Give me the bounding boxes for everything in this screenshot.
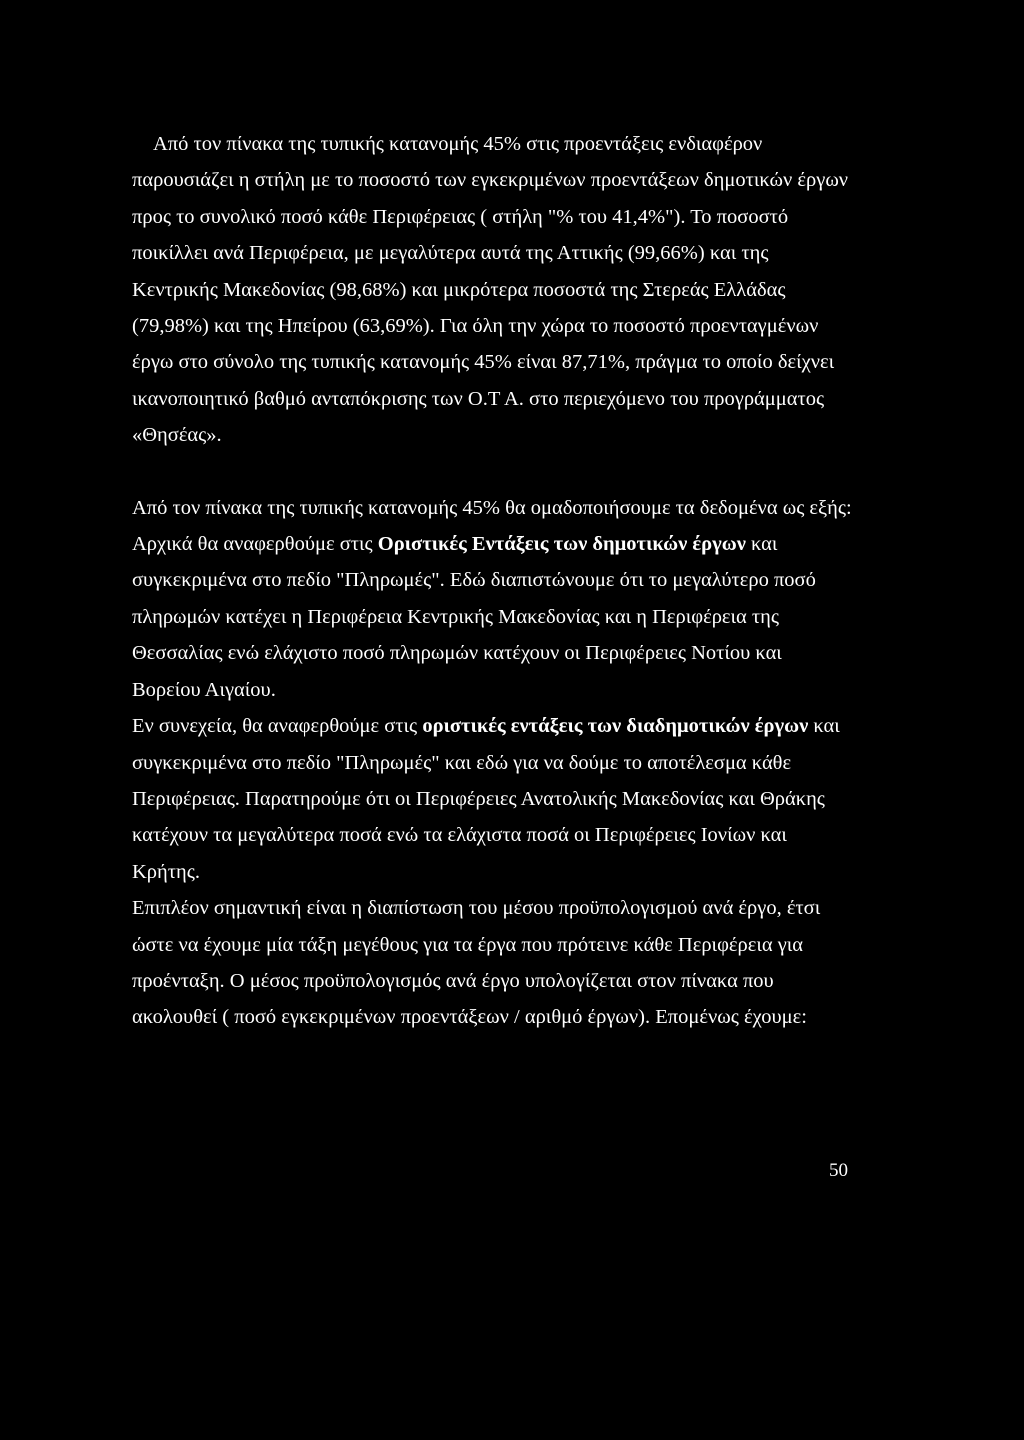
paragraph-final-inclusions-intermunicipal <box>132 708 852 890</box>
paragraph-text: και συγκεκριμένα στο πεδίο "Πληρωμές" και εδώ για να δούμε το αποτέλεσμα κάθε Περιφέρειας. Παρατηρούμε ότι οι Περιφέρειες Ανατολικής Μακεδονίας και Θράκης κατέχουν τα μεγαλύτερα ποσά ενώ τα ελάχιστα ποσά οι Περιφέρειες Ιονίων και Κρήτης. <box>132 715 840 883</box>
bold-phrase-intermunicipal-projects: οριστικές εντάξεις των διαδημοτικών έργων <box>422 715 809 738</box>
paragraph-text: Εν συνεχεία, θα αναφερθούμε στις <box>132 715 423 738</box>
paragraph-final-inclusions-municipal <box>132 526 852 708</box>
paragraph-average-budget: Επιπλέον σημαντική είναι η διαπίστωση του μέσου προϋπολογισμού ανά έργο, έτσι ώστε να έχουμε μία τάξη μεγέθους για τα έργα που πρότεινε κάθε Περιφέρεια για προένταξη. Ο μέσος προϋπολογισμός ανά έργο υπολογίζεται στον πίνακα που ακολουθεί ( ποσό εγκεκριμένων προεντάξεων / αριθμό έργων). Επομένως έχουμε: <box>132 897 821 1029</box>
paragraph-text: και συγκεκριμένα στο πεδίο "Πληρωμές". Εδώ διαπιστώνουμε ότι το μεγαλύτερο ποσό πληρωμών κατέχει η Περιφέρεια Κεντρικής Μακεδονίας και η Περιφέρεια της Θεσσαλίας ενώ ελάχιστο ποσό πληρωμών κατέχουν οι Περιφέρειες Νοτίου και Βορείου Αιγαίου. <box>132 533 816 701</box>
paragraph-typical-distribution: Από τον πίνακα της τυπικής κατανομής 45% στις προεντάξεις ενδιαφέρον παρουσιάζει η στήλη με το ποσοστό των εγκεκριμένων προεντάξεων δημοτικών έργων προς το συνολικό ποσό κάθε Περιφέρειας ( στήλη "% του 41,4%"). Το ποσοστό ποικίλλει ανά Περιφέρεια, με μεγαλύτερα αυτά της Αττικής (99,66%) και της Κεντρικής Μακεδονίας (98,68%) και μικρότερα ποσοστά της Στερεάς Ελλάδας (79,98%) και της Ηπείρου (63,69%). Για όλη την χώρα το ποσοστό προενταγμένων έργω στο σύνολο της τυπικής κατανομής 45% είναι 87,71%, πράγμα το οποίο δείχνει ικανοποιητικό βαθμό ανταπόκρισης των Ο.Τ Α. στο περιεχόμενο του προγράμματος «Θησέας». <box>132 133 849 447</box>
bold-phrase-municipal-projects: Οριστικές Εντάξεις των δημοτικών έργων <box>377 533 746 556</box>
document-body <box>132 126 852 1036</box>
page-number: 50 <box>829 1160 848 1181</box>
paragraph-text: Αρχικά θα αναφερθούμε στις <box>132 533 378 556</box>
paragraph-grouping-intro: Από τον πίνακα της τυπικής κατανομής 45% θα ομαδοποιήσουμε τα δεδομένα ως εξής: <box>132 496 852 519</box>
